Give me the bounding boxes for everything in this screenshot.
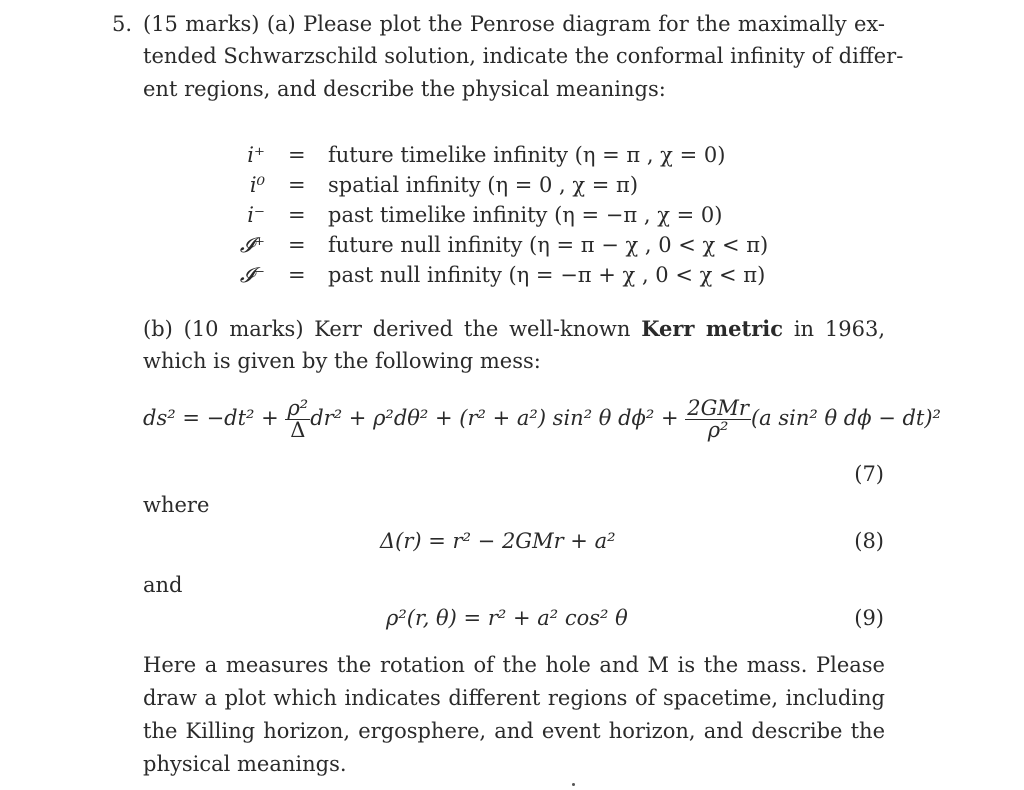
def-text-i-zero: spatial infinity (η = 0 , χ = π) [328, 173, 639, 197]
final-line-2: draw a plot which indicates different regions of spacetime, including [143, 686, 885, 710]
def-symbol-scri-plus: 𝓘⁺ [239, 233, 265, 257]
eq7-frac2-denominator: ρ² [707, 418, 729, 442]
part-b-intro: (b) (10 marks) Kerr derived the well-known [143, 317, 642, 341]
def-symbol-scri-minus: 𝓘⁻ [239, 263, 265, 287]
question-number: 5. [112, 12, 133, 36]
kerr-metric-equation [143, 398, 941, 441]
def-symbol-i-zero: i⁰ [249, 173, 265, 197]
def-equals: = [288, 263, 306, 287]
def-equals: = [288, 203, 306, 227]
part-a-line-2: tended Schwarzschild solution, indicate the conformal infinity of differ- [143, 44, 904, 68]
def-symbol-i-minus: i⁻ [247, 203, 265, 227]
part-b-line-2: which is given by the following mess: [143, 349, 541, 373]
def-equals: = [288, 173, 306, 197]
def-symbol-i-plus: i⁺ [247, 143, 265, 167]
final-line-4: physical meanings. [143, 752, 347, 776]
def-text-i-minus: past timelike infinity (η = −π , χ = 0) [328, 203, 723, 227]
eq7-number: (7) [854, 462, 884, 486]
eq7-frac2-numerator: 2GMr [687, 396, 749, 420]
eq7-fraction-1 [285, 398, 310, 441]
def-equals: = [288, 143, 306, 167]
part-b-line-1 [143, 316, 885, 341]
kerr-metric-term: Kerr metric [641, 316, 784, 341]
part-a-line-3: ent regions, and describe the physical meanings: [143, 77, 666, 101]
part-a-line-1: (15 marks) (a) Please plot the Penrose diagram for the maximally ex- [143, 12, 885, 36]
eq7-lhs: ds² = −dt² + [143, 406, 279, 430]
def-text-scri-minus: past null infinity (η = −π + χ , 0 < χ < π) [328, 263, 766, 287]
eq7-middle: dr² + ρ²dθ² + (r² + a²) sin² θ dϕ² + [310, 406, 679, 430]
final-line-3: the Killing horizon, ergosphere, and event horizon, and describe the [143, 719, 885, 743]
eq7-tail: (a sin² θ dϕ − dt)² [750, 406, 941, 430]
eq7-fraction-2 [685, 398, 751, 441]
rho-equation: ρ²(r, θ) = r² + a² cos² θ [386, 606, 628, 630]
def-text-i-plus: future timelike infinity (η = π , χ = 0) [328, 143, 726, 167]
eq7-frac1-denominator: Δ [290, 418, 306, 442]
eq7-frac1-numerator: ρ² [287, 396, 309, 420]
def-text-scri-plus: future null infinity (η = π − χ , 0 < χ < π) [328, 233, 769, 257]
where-label: where [143, 493, 210, 517]
stray-dot [572, 783, 575, 786]
def-equals: = [288, 233, 306, 257]
eq9-number: (9) [854, 606, 884, 630]
and-label: and [143, 573, 183, 597]
part-b-year: in 1963, [783, 317, 886, 341]
delta-equation: Δ(r) = r² − 2GMr + a² [380, 529, 616, 553]
final-line-1: Here a measures the rotation of the hole and M is the mass. Please [143, 653, 885, 677]
eq8-number: (8) [854, 529, 884, 553]
